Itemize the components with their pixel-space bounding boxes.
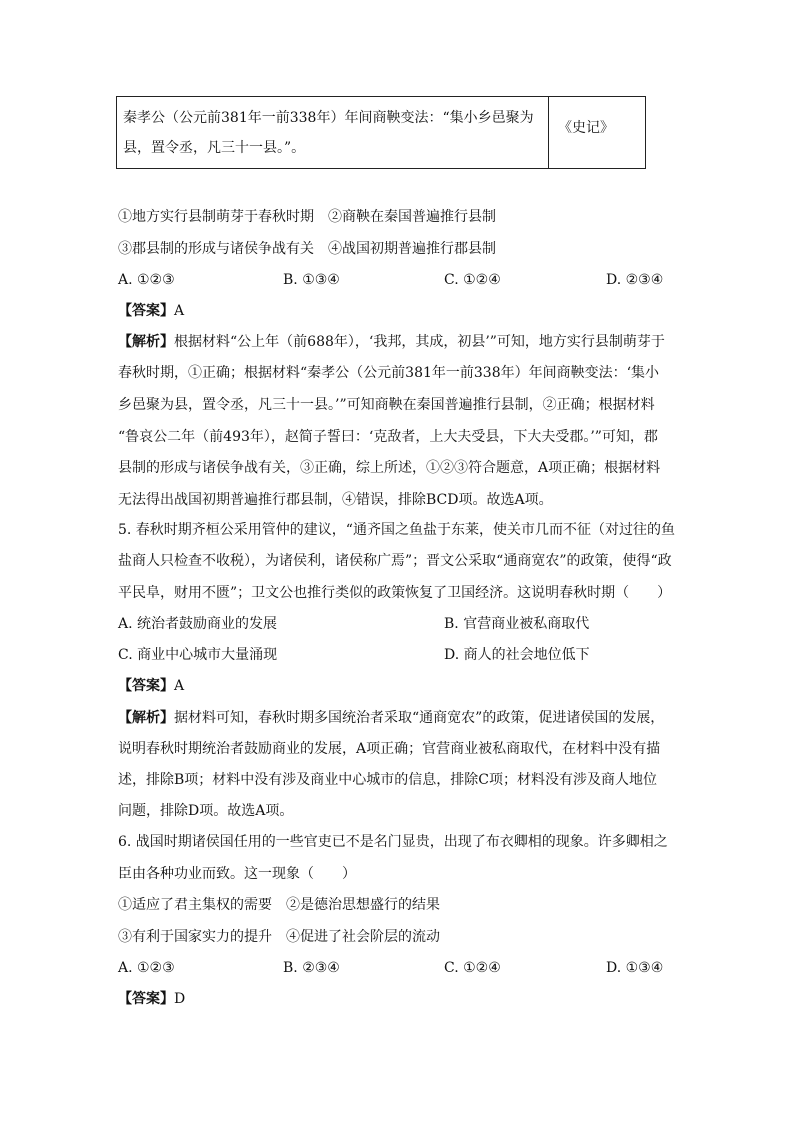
q4-statement-1: ①地方实行县制萌芽于春秋时期 ②商鞅在秦国普遍推行县制 xyxy=(118,209,496,225)
q6-statement-1: ①适应了君主集权的需要 ②是德治思想盛行的结果 xyxy=(118,897,440,913)
q4-analysis-line: 乡邑聚为县，置令丞，凡三十一县。’”可知商鞅在秦国普遍推行县制，②正确；根据材料 xyxy=(118,397,655,413)
q5-analysis-line: 问题，排除D项。故选A项。 xyxy=(118,803,294,819)
q4-analysis-line: 县制的形成与诸侯争战有关，③正确，综上所述，①②③符合题意，A项正确；根据材料 xyxy=(118,460,661,476)
analysis-label: 【解析】 xyxy=(118,334,174,350)
q4-analysis-line xyxy=(118,332,665,352)
source-book-cell: 《史记》 xyxy=(558,120,614,136)
q4-analysis-line: 春秋时期，①正确；根据材料“秦孝公（公元前381年一前338年）年间商鞅变法：‘集小 xyxy=(118,365,660,381)
q5-stem-line: 5. 春秋时期齐桓公采用管仲的建议，“通齐国之鱼盐于东莱，使关市几而不征（对过往的鱼 xyxy=(118,522,675,538)
q4-answer xyxy=(118,301,184,321)
q5-option-d: D. 商人的社会地位低下 xyxy=(444,647,590,663)
analysis-text: 据材料可知，春秋时期多国统治者采取“通商宽农”的政策，促进诸侯国的发展， xyxy=(174,710,665,726)
q4-option-c: C. ①②④ xyxy=(444,272,501,288)
q5-analysis-line: 述，排除B项；材料中没有涉及商业中心城市的信息，排除C项；材料没有涉及商人地位 xyxy=(118,772,657,788)
q5-stem-line: 盐商人只检查不收税），为诸侯利，诸侯称广焉”；晋文公采取“通商宽农”的政策，使得“政 xyxy=(118,553,672,569)
q6-stem-line: 6. 战国时期诸侯国任用的一些官吏已不是名门显贵，出现了布衣卿相的现象。许多卿相之 xyxy=(118,834,668,850)
q5-stem-line: 平民阜，财用不匮”；卫文公也推行类似的政策恢复了卫国经济。这说明春秋时期（ ） xyxy=(118,585,672,601)
analysis-label: 【解析】 xyxy=(118,710,174,726)
source-text-cell: 秦孝公（公元前381年一前338年）年间商鞅变法：“集小乡邑聚为县，置令丞，凡三十一县。”。 xyxy=(117,97,549,168)
q5-option-c: C. 商业中心城市大量涌现 xyxy=(118,647,278,663)
q4-statement-2: ③郡县制的形成与诸侯争战有关 ④战国初期普遍推行郡县制 xyxy=(118,241,496,257)
answer-value: D xyxy=(174,991,186,1007)
q5-option-b: B. 官营商业被私商取代 xyxy=(444,616,590,632)
answer-value: A xyxy=(174,678,185,694)
q4-option-b: B. ①③④ xyxy=(283,272,340,288)
answer-label: 【答案】 xyxy=(118,991,174,1007)
q6-option-d: D. ①③④ xyxy=(606,960,664,976)
q6-option-a: A. ①②③ xyxy=(118,960,175,976)
answer-value: A xyxy=(174,303,185,319)
q6-option-b: B. ②③④ xyxy=(283,960,340,976)
q4-option-a: A. ①②③ xyxy=(118,272,175,288)
q4-analysis-line: 无法得出战国初期普遍推行郡县制，④错误，排除BCD项。故选A项。 xyxy=(118,492,553,508)
q5-analysis-line: 说明春秋时期统治者鼓励商业的发展，A项正确；官营商业被私商取代，在材料中没有描 xyxy=(118,741,661,757)
q5-answer xyxy=(118,676,184,696)
q4-analysis-line: “鲁哀公二年（前493年），赵简子誓曰：‘克敌者，上大夫受县，下大夫受郡。’”可知，郡 xyxy=(118,429,658,445)
analysis-text: 根据材料“公上年（前688年），‘我邦，其成，初县’”可知，地方实行县制萌芽于 xyxy=(174,334,665,350)
q6-answer xyxy=(118,989,185,1009)
answer-label: 【答案】 xyxy=(118,678,174,694)
q5-option-a: A. 统治者鼓励商业的发展 xyxy=(118,616,278,632)
answer-label: 【答案】 xyxy=(118,303,174,319)
q4-option-d: D. ②③④ xyxy=(606,272,664,288)
q6-stem-line: 臣由各种功业而致。这一现象（ ） xyxy=(118,866,356,882)
q6-option-c: C. ①②④ xyxy=(444,960,501,976)
q6-statement-2: ③有利于国家实力的提升 ④促进了社会阶层的流动 xyxy=(118,929,440,945)
source-table xyxy=(116,96,646,169)
q5-analysis-line xyxy=(118,708,664,728)
